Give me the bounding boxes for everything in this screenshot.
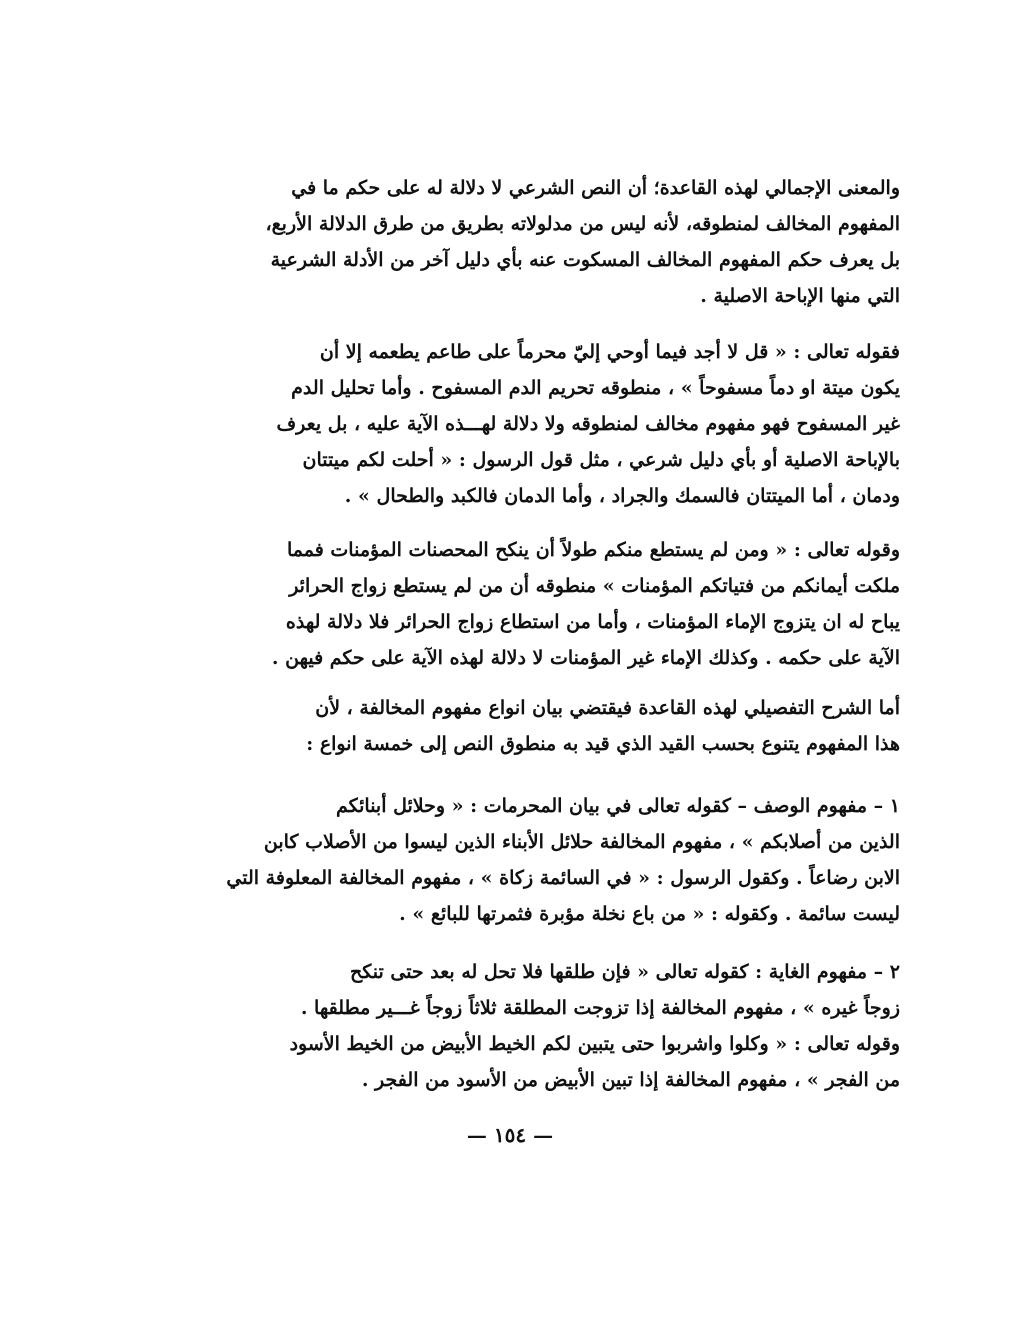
text-line: الابن رضاعاً . وكقول الرسول : « في السائمة زكاة » ، مفهوم المخالفة المعلوفة التي bbox=[226, 867, 900, 889]
text-line: المفهوم المخالف لمنطوقه، لأنه ليس من مدلولاته بطريق من طرق الدلالة الأربع، bbox=[265, 213, 900, 235]
paragraph-general-meaning bbox=[118, 170, 900, 314]
text-line: بل يعرف حكم المفهوم المخالف المسكوت عنه بأي دليل آخر من الأدلة الشرعية bbox=[270, 249, 900, 271]
text-line: زوجاً غيره » ، مفهوم المخالفة إذا تزوجت المطلقة ثلاثاً زوجاً غـــير مطلقها . bbox=[300, 997, 900, 1019]
text-line: والمعنى الإجمالي لهذه القاعدة؛ أن النص الشرعي لا دلالة له على حكم ما في bbox=[291, 177, 900, 199]
text-line: هذا المفهوم يتنوع بحسب القيد الذي قيد به منطوق النص إلى خمسة انواع : bbox=[306, 733, 900, 755]
text-line: ٢ – مفهوم الغاية : كقوله تعالى « فإن طلقها فلا تحل له بعد حتى تنكح bbox=[349, 961, 900, 983]
text-line: الآية على حكمه . وكذلك الإماء غير المؤمنات لا دلالة لهذه الآية على حكم فيهن . bbox=[271, 647, 900, 669]
text-line: التي منها الإباحة الاصلية . bbox=[700, 285, 900, 307]
paragraph-mafhum-wasf bbox=[118, 788, 900, 932]
text-line: بالإباحة الاصلية أو بأي دليل شرعي ، مثل قول الرسول : « أحلت لكم ميتتان bbox=[302, 449, 900, 471]
paragraph-detailed-explanation bbox=[118, 690, 900, 762]
text-line: أما الشرح التفصيلي لهذه القاعدة فيقتضي بيان انواع مفهوم المخالفة ، لأن bbox=[315, 697, 900, 719]
text-line: ودمان ، أما الميتتان فالسمك والجراد ، وأما الدمان فالكبد والطحال » . bbox=[344, 485, 900, 507]
text-line: ١ – مفهوم الوصف – كقوله تعالى في بيان المحرمات : « وحلائل أبنائكم bbox=[335, 795, 900, 817]
text-line: يباح له ان يتزوج الإماء المؤمنات ، وأما من استطاع زواج الحرائر فلا دلالة لهذه bbox=[285, 611, 900, 633]
paragraph-blood-example bbox=[118, 334, 900, 514]
text-line: ملكت أيمانكم من فتياتكم المؤمنات » منطوقه أن من لم يستطع زواج الحرائر bbox=[289, 575, 900, 597]
text-line: وقوله تعالى : « ومن لم يستطع منكم طولاً أن ينكح المحصنات المؤمنات فمما bbox=[286, 539, 900, 561]
text-line: غير المسفوح فهو مفهوم مخالف لمنطوقه ولا دلالة لهـــذه الآية عليه ، بل يعرف bbox=[276, 413, 900, 435]
text-line: ليست سائمة . وكقوله : « من باع نخلة مؤبرة فثمرتها للبائع » . bbox=[399, 903, 900, 925]
text-line: من الفجر » ، مفهوم المخالفة إذا تبين الأبيض من الأسود من الفجر . bbox=[361, 1069, 900, 1091]
text-line: وقوله تعالى : « وكلوا واشربوا حتى يتبين لكم الخيط الأبيض من الخيط الأسود bbox=[289, 1033, 900, 1055]
paragraph-marriage-example bbox=[118, 532, 900, 676]
paragraph-mafhum-ghaya bbox=[118, 954, 900, 1098]
text-line: فقوله تعالى : « قل لا أجد فيما أوحي إليّ محرماً على طاعم يطعمه إلا أن bbox=[319, 341, 900, 363]
page-number: — ١٥٤ — bbox=[466, 1123, 554, 1147]
text-line: يكون ميتة او دماً مسفوحاً » ، منطوقه تحريم الدم المسفوح . وأما تحليل الدم bbox=[291, 377, 900, 399]
text-line: الذين من أصلابكم » ، مفهوم المخالفة حلائل الأبناء الذين ليسوا من الأصلاب كابن bbox=[263, 831, 900, 853]
